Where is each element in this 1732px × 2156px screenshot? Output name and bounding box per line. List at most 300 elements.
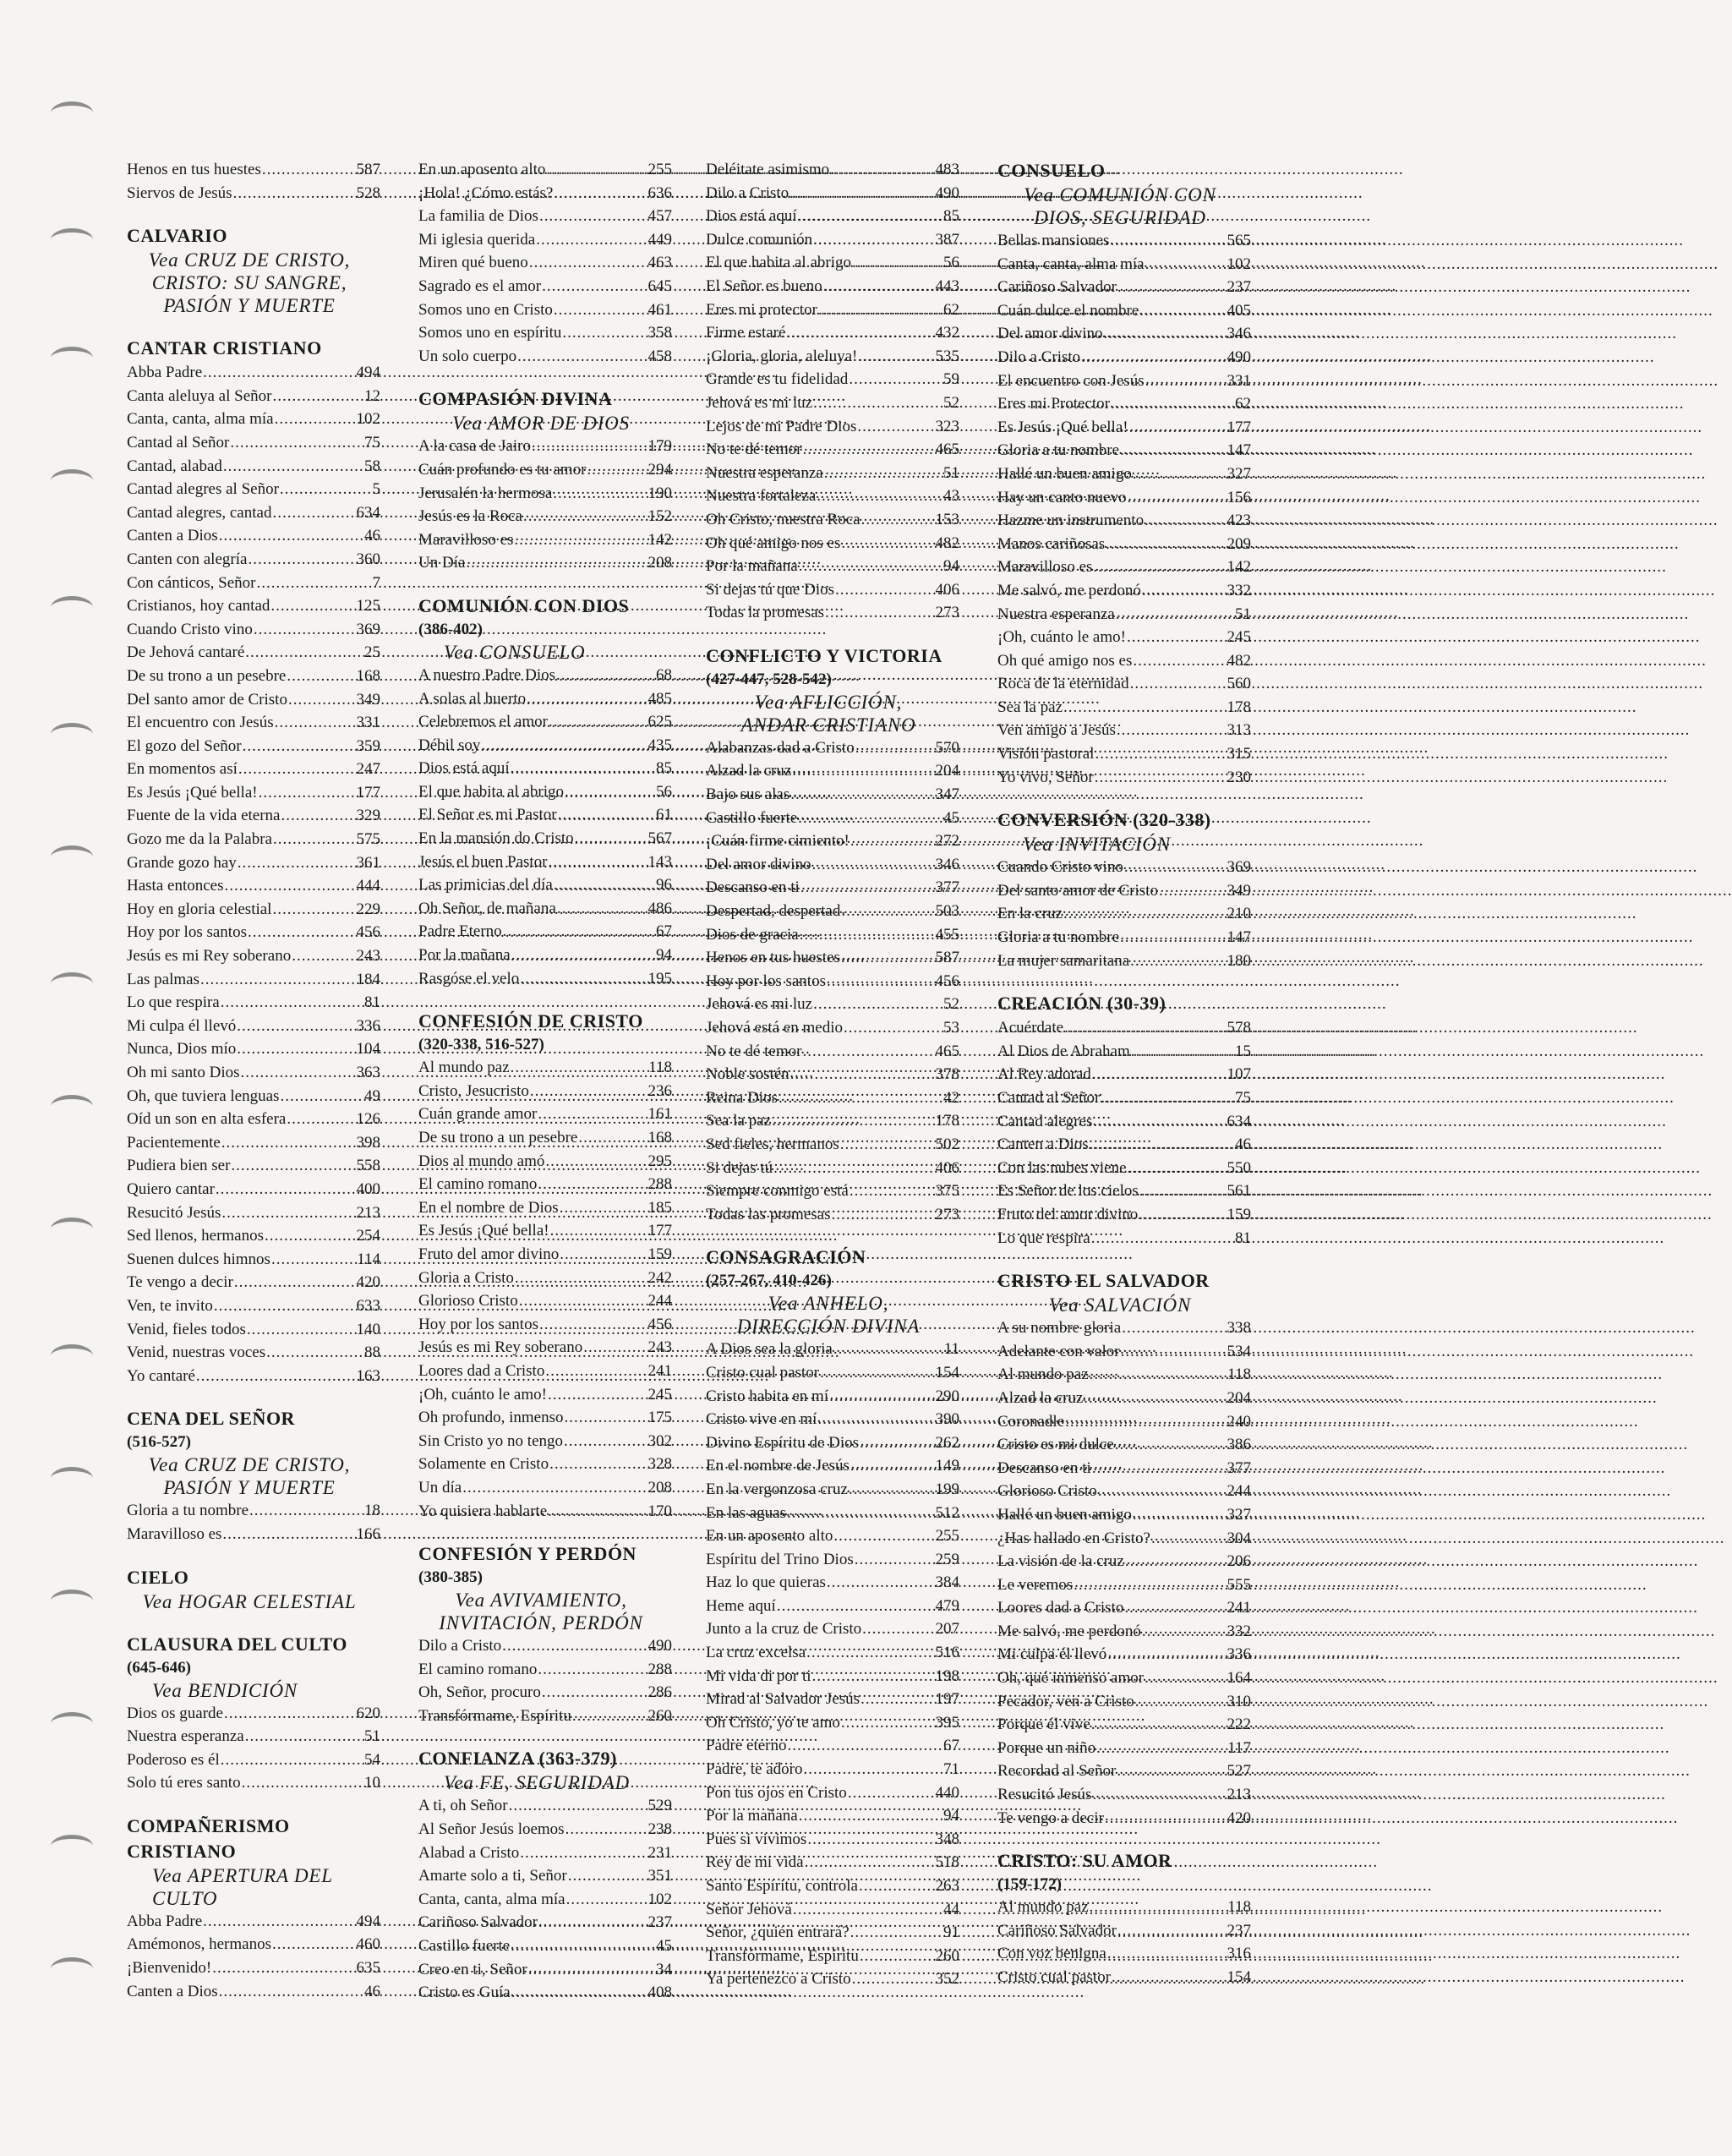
- hymn-title: Miren qué bueno: [418, 254, 528, 272]
- topic-section: [997, 991, 1251, 1250]
- dot-leader: [1092, 1063, 1227, 1086]
- hymn-number: 444: [356, 877, 380, 895]
- hymn-number: 587: [935, 949, 959, 967]
- hymn-number: 147: [1227, 928, 1251, 947]
- hymn-number: 336: [356, 1016, 380, 1035]
- hymn-number: 529: [647, 1797, 672, 1815]
- hymn-number: 42: [943, 1088, 959, 1107]
- hymn-entry: [706, 391, 959, 415]
- hymn-number: 346: [1227, 325, 1251, 343]
- dot-leader: [861, 1688, 934, 1711]
- hymn-entry: [997, 369, 1251, 393]
- hymn-number: 159: [647, 1245, 672, 1263]
- hymn-number: 329: [356, 807, 380, 825]
- hymn-title: Acuérdate: [997, 1019, 1064, 1037]
- dot-leader: [1093, 555, 1226, 579]
- dot-leader: [1116, 603, 1234, 627]
- dot-leader: [787, 1734, 942, 1758]
- hymn-number: 463: [647, 254, 672, 272]
- dot-leader: [514, 528, 647, 552]
- hymn-entry: [706, 853, 959, 877]
- hymn-number: 360: [356, 550, 380, 568]
- hymn-title: Lo que respira: [127, 993, 220, 1012]
- hymn-title: Jesús es mi Rey soberano: [127, 947, 292, 966]
- hymn-entry: [997, 1666, 1251, 1690]
- dot-leader: [800, 923, 935, 947]
- hymn-entry: [706, 1385, 959, 1409]
- hymn-title: Canta aleluya al Señor: [127, 386, 272, 405]
- dot-leader: [1121, 1340, 1227, 1364]
- hymn-number: 166: [356, 1524, 380, 1543]
- hymn-title: Padre eterno: [706, 1737, 787, 1755]
- dot-leader: [271, 1248, 356, 1272]
- hymn-title: Las primicias del día: [418, 876, 553, 895]
- hymn-entry: [706, 205, 959, 228]
- hymn-number: 46: [364, 1982, 380, 2000]
- binder-hole-mark: [51, 596, 93, 619]
- hymn-entry: [418, 482, 672, 506]
- hymn-entry: [706, 1898, 959, 1922]
- hymn-entry: [418, 1841, 672, 1865]
- hymn-title: La mujer samaritana: [997, 951, 1130, 970]
- hymn-entry: [997, 742, 1251, 766]
- hymn-title: Henos en tus huestes: [706, 949, 840, 967]
- hymn-entry: [127, 1748, 380, 1772]
- topic-section: [997, 1268, 1251, 1830]
- hymn-entry: [418, 803, 672, 827]
- hymn-entry: [997, 1690, 1251, 1714]
- hymn-title: Fruto del amor divino: [418, 1245, 560, 1263]
- hymn-entry: [997, 1596, 1251, 1620]
- hymn-title: Oh, qué inmenso amor: [997, 1669, 1145, 1688]
- dot-leader: [224, 874, 355, 898]
- dot-leader: [219, 524, 363, 548]
- dot-leader: [833, 1524, 934, 1548]
- hymn-number: 465: [935, 1042, 959, 1060]
- hymn-title: Rasgóse el velo: [418, 969, 520, 988]
- dot-leader: [813, 391, 942, 415]
- dot-leader: [248, 921, 356, 944]
- topic-section: [418, 594, 672, 990]
- hymn-title: Castillo fuerte: [706, 808, 798, 827]
- hymn-entry: [706, 1338, 959, 1361]
- hymn-number: 178: [1227, 698, 1251, 716]
- hymn-number: 620: [356, 1704, 380, 1722]
- hymn-title: En la cruz: [997, 905, 1063, 923]
- hymn-title: Celebremos el amor: [418, 713, 549, 731]
- hymn-entry: [997, 1783, 1251, 1807]
- topic-heading: CENA DEL SEÑOR: [127, 1408, 295, 1430]
- dot-leader: [812, 853, 935, 877]
- hymn-entry: [706, 1016, 959, 1040]
- hymn-entry: [997, 1759, 1251, 1783]
- dot-leader: [823, 275, 935, 298]
- dot-leader: [578, 1126, 647, 1150]
- hymn-entry: [418, 664, 672, 687]
- hymn-title: Nuestra esperanza: [127, 1727, 244, 1746]
- index-column-4: [997, 158, 1251, 1989]
- topic-heading: CONFESIÓN Y PERDÓN: [418, 1543, 637, 1565]
- hymn-entry: [997, 1966, 1251, 1989]
- hymn-title: La cruz excelsa: [706, 1644, 806, 1662]
- dot-leader: [1063, 902, 1226, 926]
- index-column-1: [127, 158, 380, 2003]
- hymn-entry: [997, 229, 1251, 253]
- topic-heading: CONSUELO: [997, 160, 1106, 181]
- hymn-title: Roca de la eternidad: [997, 675, 1129, 693]
- hymn-number: 168: [647, 1129, 672, 1146]
- dot-leader: [539, 1313, 647, 1337]
- hymn-number: 351: [647, 1867, 672, 1885]
- dot-leader: [813, 993, 942, 1016]
- hymn-entry: [127, 1224, 380, 1248]
- dot-leader: [1117, 1919, 1227, 1943]
- hymn-number: 328: [647, 1455, 672, 1474]
- hymn-title: Adelante con valor: [997, 1342, 1120, 1360]
- hymn-title: Rey de mi vida: [706, 1853, 804, 1872]
- dot-leader: [273, 828, 356, 851]
- dot-leader: [520, 967, 647, 991]
- hymn-title: Padre, te adoro: [706, 1760, 803, 1779]
- hymn-entry: [418, 1934, 672, 1958]
- dot-leader: [583, 1336, 647, 1360]
- dot-leader: [841, 1711, 935, 1735]
- hymn-entry: [997, 1573, 1251, 1597]
- hymn-entry: [127, 851, 380, 875]
- dot-leader: [222, 1523, 355, 1546]
- dot-leader: [1135, 1690, 1227, 1714]
- hymn-title: Deléitate asimismo: [706, 161, 830, 178]
- topic-section: [997, 807, 1251, 972]
- hymn-entry: [127, 1702, 380, 1726]
- hymn-entry: [706, 415, 959, 439]
- hymn-entry: [997, 766, 1251, 790]
- dot-leader: [565, 1406, 647, 1430]
- hymn-title: Transfórmame, Espíritu: [418, 1706, 571, 1725]
- hymn-number: 190: [647, 484, 672, 502]
- hymn-number: 634: [356, 503, 380, 522]
- hymn-entry: [127, 1910, 380, 1934]
- see-also-reference: Vea CRUZ DE CRISTO,: [148, 1454, 351, 1476]
- dot-leader: [830, 158, 934, 182]
- hymn-title: Jehová es mi luz: [706, 393, 813, 412]
- hymn-title: Cantad, alabad: [127, 457, 222, 475]
- dot-leader: [793, 1898, 942, 1922]
- hymn-number: 332: [1227, 581, 1251, 599]
- dot-leader: [238, 851, 356, 875]
- dot-leader: [1124, 856, 1227, 879]
- hymn-number: 45: [656, 1937, 672, 1956]
- hymn-entry: [997, 533, 1251, 556]
- hymn-number: 398: [356, 1133, 380, 1152]
- dot-leader: [827, 970, 935, 993]
- hymn-number: 237: [647, 1913, 672, 1932]
- hymn-entry: [418, 1336, 672, 1360]
- dot-leader: [1131, 1040, 1234, 1064]
- dot-leader: [831, 1203, 934, 1227]
- hymn-title: Con cánticos, Señor: [127, 573, 256, 592]
- dot-leader: [1120, 439, 1226, 462]
- dot-leader: [1117, 719, 1227, 742]
- binder-hole-mark: [51, 228, 93, 251]
- dot-leader: [275, 408, 356, 431]
- topic-heading: COMPAÑERISMO: [127, 1814, 290, 1836]
- hymn-number: 347: [935, 785, 959, 804]
- see-also-reference: Vea AMOR DE DIOS: [452, 413, 630, 435]
- hymn-entry: [706, 1524, 959, 1548]
- topic-heading-continued: CRISTIANO: [127, 1840, 237, 1862]
- hymn-number: 177: [356, 783, 380, 802]
- hymn-title: No te dé temor: [706, 1042, 802, 1060]
- hymn-title: Abba Padre: [127, 364, 203, 382]
- hymn-entry: [997, 1363, 1251, 1387]
- hymn-number: 102: [1227, 254, 1251, 273]
- dot-leader: [1074, 1573, 1226, 1597]
- hymn-entry: [418, 1430, 672, 1453]
- dot-leader: [850, 1921, 942, 1945]
- dot-leader: [1098, 1480, 1227, 1503]
- topic-heading: CRISTO EL SALVADOR: [997, 1270, 1210, 1292]
- hymn-title: Noble sostén: [706, 1065, 790, 1084]
- hymn-number: 7: [372, 573, 380, 592]
- hymn-number: 420: [1227, 1809, 1251, 1827]
- hymn-entry: [706, 1921, 959, 1945]
- dot-leader: [1090, 1896, 1227, 1919]
- hymn-title: Mi culpa él llevó: [127, 1016, 237, 1035]
- hymn-entry: [127, 921, 380, 944]
- hymn-title: Al mundo paz: [418, 1059, 510, 1077]
- dot-leader: [1145, 509, 1226, 533]
- hymn-title: Oh qué amigo nos es: [706, 534, 841, 552]
- hymn-number: 140: [356, 1320, 380, 1338]
- dot-leader: [249, 1499, 363, 1523]
- hymn-title: Sagrado es el amor: [418, 276, 542, 295]
- hymn-entry: [418, 1126, 672, 1150]
- hymn-number: 52: [943, 393, 959, 412]
- hymn-number: 272: [935, 832, 959, 851]
- hymn-title: Oíd un son en alta esfera: [127, 1110, 287, 1129]
- hymn-title: Mirad al Salvador Jesús: [706, 1690, 861, 1709]
- hymn-title: Nuestra esperanza: [997, 605, 1115, 623]
- hymn-number: 327: [1227, 1505, 1251, 1524]
- dot-leader: [281, 804, 355, 828]
- hymn-title: Hasta entonces: [127, 877, 224, 895]
- dot-leader: [1104, 322, 1227, 346]
- hymn-entry: [706, 829, 959, 853]
- hymn-number: 199: [935, 1480, 959, 1498]
- see-also-reference: ANDAR CRISTIANO: [740, 714, 916, 736]
- hymn-number: 118: [648, 1059, 672, 1077]
- hymn-number: 457: [647, 207, 672, 226]
- hymn-number: 400: [356, 1179, 380, 1198]
- hymn-title: Hoy en gloria celestial: [127, 900, 272, 918]
- hymn-entry: [127, 1933, 380, 1956]
- hymn-number: 210: [1227, 905, 1251, 923]
- hymn-number: 560: [1227, 675, 1251, 693]
- hymn-number: 386: [1227, 1436, 1251, 1454]
- hymn-number: 34: [656, 1960, 672, 1978]
- hymn-entry: [418, 345, 672, 369]
- hymn-number: 461: [647, 300, 672, 319]
- hymn-number-range: (516-527): [127, 1433, 191, 1452]
- hymn-title: Espíritu del Trino Dios: [706, 1550, 854, 1568]
- dot-leader: [860, 1945, 935, 1968]
- hymn-number: 91: [943, 1923, 959, 1942]
- dot-leader: [272, 898, 355, 922]
- dot-leader: [813, 228, 934, 252]
- hymn-number: 558: [356, 1157, 380, 1175]
- see-also-reference: INVITACIÓN, PERDÓN: [439, 1612, 643, 1634]
- hymn-entry: [997, 1503, 1251, 1527]
- see-also-reference: Vea AFLICCIÓN,: [754, 691, 903, 713]
- hymn-number-range: (380-385): [418, 1568, 483, 1587]
- hymn-number: 527: [1227, 1762, 1251, 1781]
- topic-section: [418, 386, 672, 575]
- dot-leader: [1142, 1620, 1227, 1644]
- dot-leader: [1122, 1316, 1226, 1340]
- dot-leader: [1092, 1457, 1227, 1480]
- hymn-entry: [127, 1201, 380, 1225]
- hymn-number: 535: [935, 347, 959, 365]
- hymn-title: Dios de gracia: [706, 925, 799, 944]
- hymn-entry: [706, 923, 959, 947]
- hymn-number: 204: [1227, 1388, 1251, 1407]
- hymn-title: Lo que respira: [997, 1228, 1090, 1247]
- hymn-entry: [706, 1548, 959, 1572]
- hymn-number: 518: [935, 1853, 959, 1872]
- hymn-number: 222: [1227, 1715, 1251, 1734]
- dot-leader: [798, 205, 942, 228]
- hymn-title: Solamente en Cristo: [418, 1455, 549, 1474]
- hymn-title: Reina Dios: [706, 1088, 778, 1107]
- hymn-entry: [418, 687, 672, 711]
- dot-leader: [231, 1154, 355, 1178]
- hymn-title: Amarte solo a ti, Señor: [418, 1867, 567, 1885]
- hymn-entry: [127, 572, 380, 595]
- hymn-entry: [997, 1433, 1251, 1457]
- hymn-number: 237: [1227, 278, 1251, 297]
- hymn-entry: [997, 1737, 1251, 1760]
- hymn-title: Descanso en ti: [706, 878, 800, 897]
- hymn-number: 88: [364, 1343, 380, 1362]
- dot-leader: [221, 1748, 363, 1772]
- hymn-entry: [706, 345, 959, 369]
- hymn-title: Cristo es Guía: [418, 1984, 511, 2002]
- hymn-entry: [418, 1911, 672, 1934]
- dot-leader: [511, 757, 655, 780]
- dot-leader: [511, 1056, 648, 1080]
- hymn-number: 455: [935, 925, 959, 944]
- hymn-entry: [997, 1133, 1251, 1157]
- hymn-entry: [706, 251, 959, 275]
- dot-leader: [196, 1365, 356, 1388]
- hymn-number: 633: [356, 1296, 380, 1315]
- hymn-title: Grande gozo hay: [127, 853, 237, 872]
- dot-leader: [1129, 416, 1227, 440]
- topic-section: [418, 1009, 672, 1523]
- hymn-entry: [706, 1641, 959, 1665]
- topic-heading: CREACIÓN (30-39): [997, 993, 1167, 1015]
- hymn-title: Jehová es mi luz: [706, 995, 813, 1014]
- hymn-number: 255: [647, 161, 672, 178]
- hymn-entry: [997, 1942, 1251, 1966]
- hymn-entry: [418, 251, 672, 275]
- hymn-number: 81: [1235, 1228, 1251, 1247]
- hymn-number: 352: [935, 1970, 959, 1989]
- hymn-entry: [127, 524, 380, 548]
- hymn-entry: [418, 505, 672, 528]
- hymn-title: Cariñoso Salvador: [997, 278, 1117, 297]
- hymn-entry: [418, 458, 672, 482]
- dot-leader: [777, 1595, 935, 1618]
- hymn-number: 490: [1227, 347, 1251, 366]
- binder-hole-mark: [51, 1218, 93, 1240]
- hymn-entry: [418, 1476, 672, 1500]
- hymn-title: Alabanzas dad a Cristo: [706, 738, 855, 757]
- hymn-title: A su nombre gloria: [997, 1319, 1122, 1338]
- dot-leader: [280, 478, 372, 501]
- hymn-number: 96: [656, 876, 672, 895]
- hymn-entry: [706, 1408, 959, 1431]
- dot-leader: [502, 1634, 647, 1658]
- dot-leader: [272, 1933, 356, 1956]
- hymn-title: Hazme un instrumento: [997, 512, 1145, 530]
- hymn-entry: [127, 968, 380, 992]
- dot-leader: [214, 1294, 356, 1318]
- hymn-title: Al mundo paz: [997, 1365, 1089, 1384]
- hymn-entry: [997, 696, 1251, 720]
- hymn-entry: [706, 946, 959, 970]
- hymn-title: Junto a la cruz de Cristo: [706, 1620, 862, 1639]
- dot-leader: [861, 508, 935, 532]
- hymn-title: ¡Hola! ¿Cómo estás?: [418, 183, 554, 202]
- dot-leader: [850, 1179, 935, 1203]
- hymn-number: 45: [943, 808, 959, 827]
- dot-leader: [1145, 253, 1227, 276]
- hymn-title: Manos cariñosas: [997, 534, 1106, 553]
- hymn-title: Yo vivo, Señor: [997, 768, 1094, 786]
- dot-leader: [857, 415, 934, 439]
- hymn-entry: [997, 1896, 1251, 1919]
- hymn-entry: [418, 1383, 672, 1407]
- hymn-entry: [997, 1157, 1251, 1180]
- dot-leader: [773, 1157, 934, 1180]
- hymn-title: Es Jesús ¡Qué bella!: [127, 783, 258, 802]
- hymn-entry: [706, 1157, 959, 1180]
- hymn-title: Cristo cual pastor: [706, 1363, 820, 1382]
- topic-section: [127, 158, 380, 205]
- hymn-number: 154: [935, 1363, 959, 1382]
- hymn-number: 62: [1235, 395, 1251, 413]
- hymn-number: 331: [356, 714, 380, 732]
- hymn-number: 490: [647, 1637, 672, 1655]
- hymn-entry: [418, 1219, 672, 1243]
- hymn-entry: [127, 1725, 380, 1748]
- hymn-entry: [418, 1981, 672, 2005]
- hymn-entry: [997, 439, 1251, 462]
- hymn-title: Al mundo paz: [997, 1898, 1089, 1917]
- dot-leader: [247, 1318, 356, 1342]
- dot-leader: [536, 228, 647, 252]
- dot-leader: [292, 944, 355, 968]
- hymn-entry: [997, 392, 1251, 416]
- dot-leader: [272, 385, 363, 408]
- hymn-title: Heme aquí: [706, 1596, 776, 1615]
- hymn-entry: [706, 555, 959, 578]
- hymn-title: Dilo a Cristo: [997, 347, 1081, 366]
- hymn-title: Yo quisiera hablarte: [418, 1502, 548, 1520]
- hymn-title: Quiero cantar: [127, 1179, 215, 1198]
